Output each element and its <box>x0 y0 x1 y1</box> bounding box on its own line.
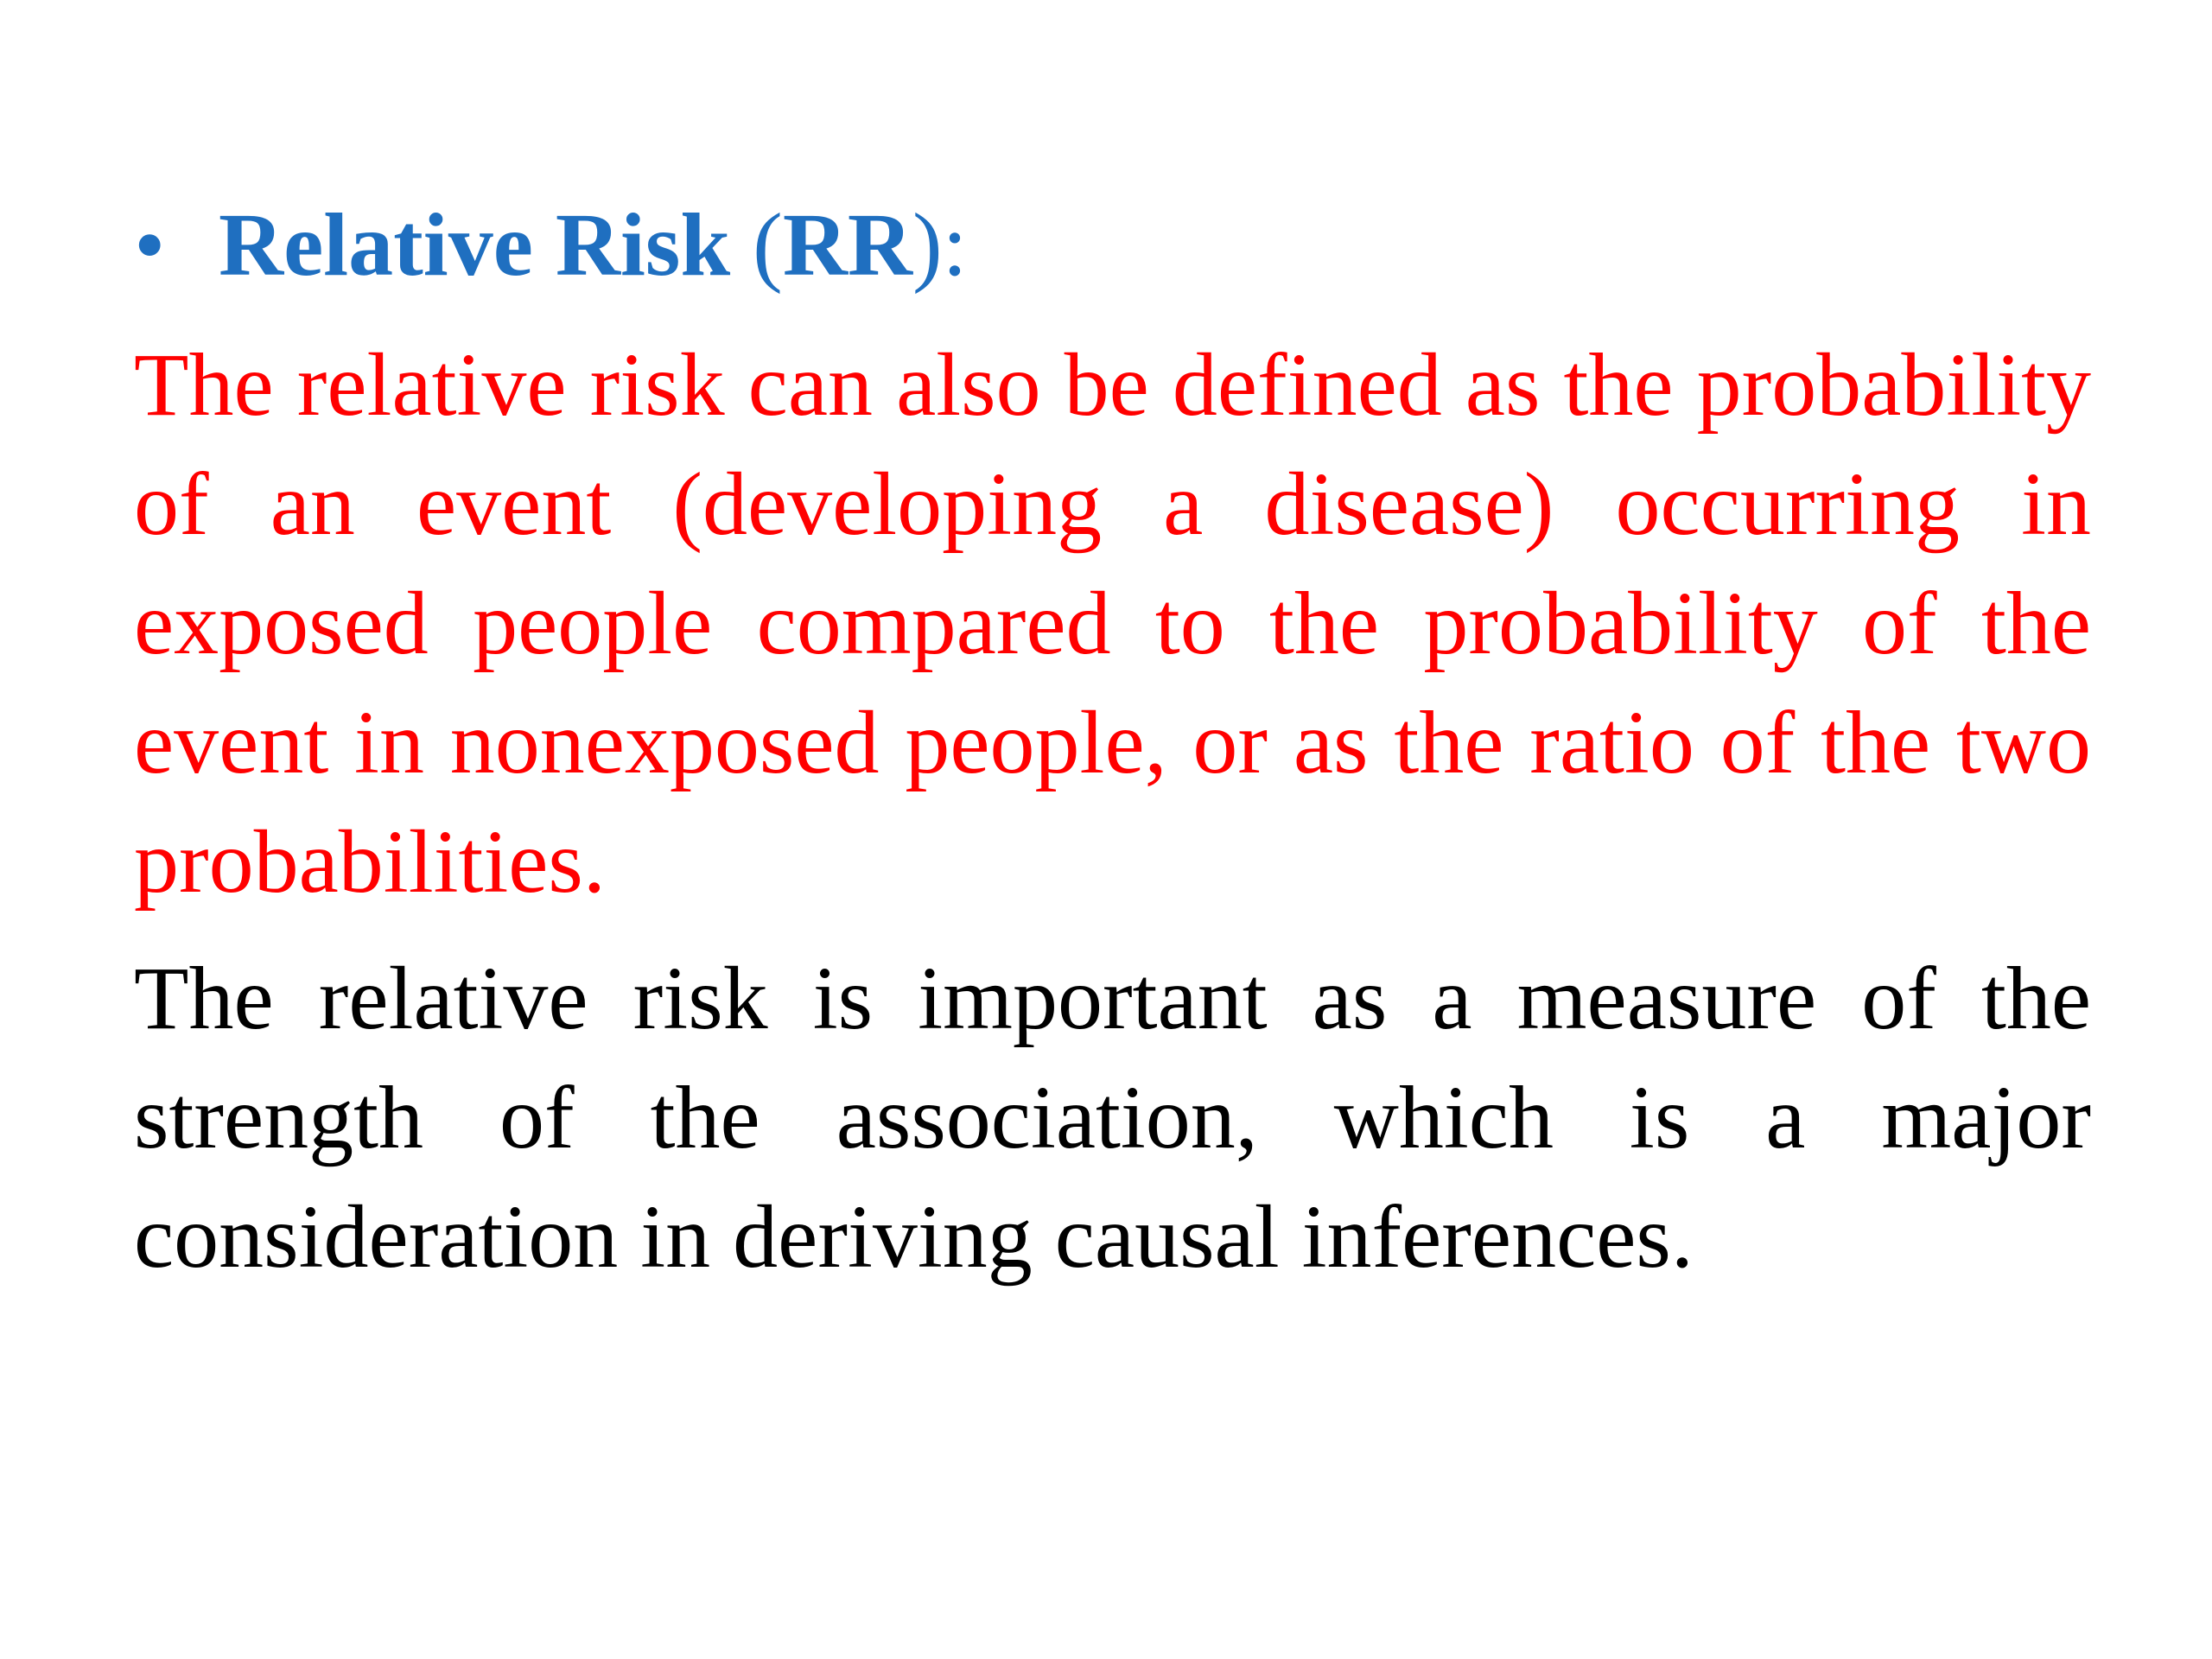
heading-paren-close: ) <box>912 195 943 295</box>
definition-paragraph: The relative risk can also be defined as the probability of an event (developing a disease) occurring in exposed people compared to the probability of the event in nonexposed people, or as the ratio of the two probabilities. <box>134 335 2091 912</box>
importance-paragraph: The relative risk is important as a measure of the strength of the association, which is a major consideration in deriving causal inferences. <box>134 949 2091 1287</box>
heading-space <box>730 192 753 300</box>
bullet-icon: • <box>134 195 166 295</box>
heading-term: Relative Risk <box>219 195 731 295</box>
heading-colon: : <box>942 195 968 295</box>
heading-abbr: RR <box>782 195 913 295</box>
heading-paren-open: ( <box>753 195 783 295</box>
slide-content <box>134 192 2091 1297</box>
bullet-heading <box>134 192 2091 304</box>
